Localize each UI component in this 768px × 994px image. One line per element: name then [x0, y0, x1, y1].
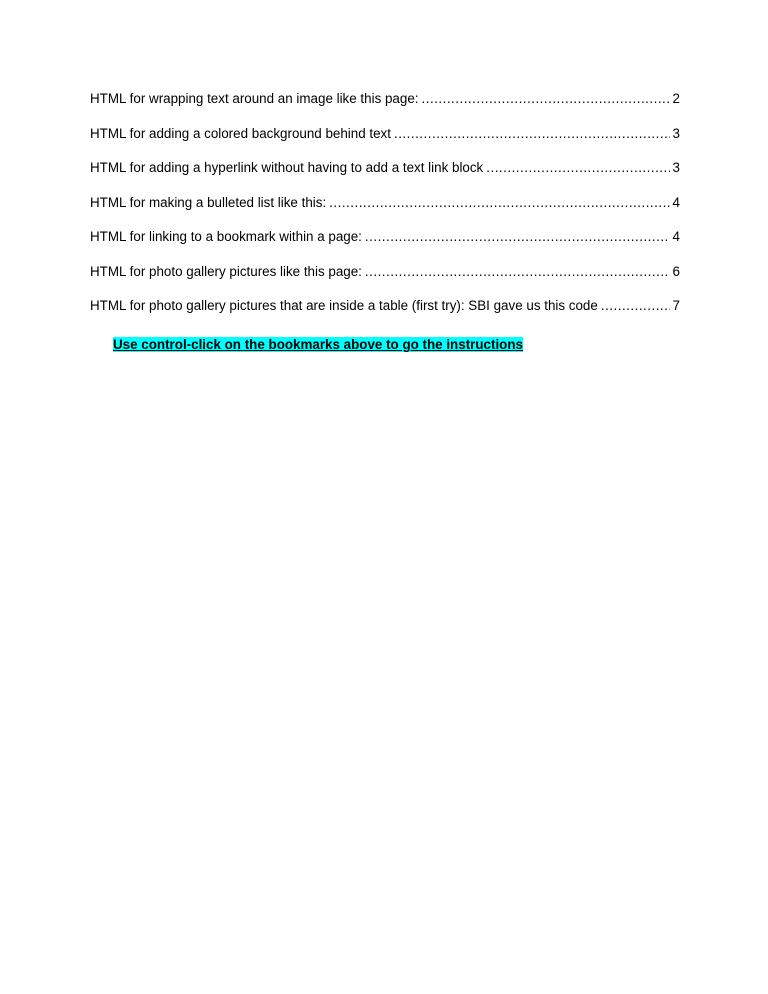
- toc-entry-wrapping-text[interactable]: [90, 89, 680, 109]
- toc-entry-colored-background[interactable]: [90, 124, 680, 144]
- toc-entry-photo-gallery-table[interactable]: [90, 296, 680, 316]
- toc-page-number: 4: [672, 229, 680, 244]
- toc-entry-title: HTML for wrapping text around an image like this page:: [90, 91, 419, 106]
- toc-entry-bulleted-list[interactable]: [90, 193, 680, 213]
- toc-entry-title: HTML for photo gallery pictures that are inside a table (first try): SBI gave us this code: [90, 298, 598, 313]
- highlighted-instruction-text: Use control-click on the bookmarks above to go the instructions: [113, 337, 523, 352]
- toc-dot-leader: [365, 227, 670, 247]
- toc-dot-leader: [422, 89, 670, 109]
- toc-dot-leader: [486, 158, 669, 178]
- toc-entry-photo-gallery[interactable]: [90, 262, 680, 282]
- instruction-note: [113, 336, 523, 354]
- toc-dot-leader: [394, 124, 670, 144]
- toc-entry-title: HTML for linking to a bookmark within a page:: [90, 229, 362, 244]
- toc-page-number: 3: [672, 160, 680, 175]
- toc-entry-title: HTML for making a bulleted list like this:: [90, 194, 327, 210]
- toc-entry-hyperlink[interactable]: [90, 158, 680, 178]
- table-of-contents: [90, 89, 680, 331]
- toc-entry-title: HTML for adding a hyperlink without having to add a text link block: [90, 160, 484, 175]
- toc-dot-leader: [365, 262, 670, 282]
- toc-dot-leader: [601, 296, 670, 316]
- toc-entry-title: HTML for adding a colored background behind text: [90, 125, 391, 141]
- toc-page-number: 2: [672, 91, 680, 106]
- toc-dot-leader: [329, 193, 669, 213]
- toc-page-number: 4: [672, 194, 680, 210]
- toc-entry-bookmark-link[interactable]: [90, 227, 680, 247]
- toc-page-number: 7: [672, 298, 680, 313]
- toc-page-number: 3: [672, 125, 680, 141]
- toc-entry-title: HTML for photo gallery pictures like this page:: [90, 263, 362, 279]
- toc-page-number: 6: [672, 263, 680, 279]
